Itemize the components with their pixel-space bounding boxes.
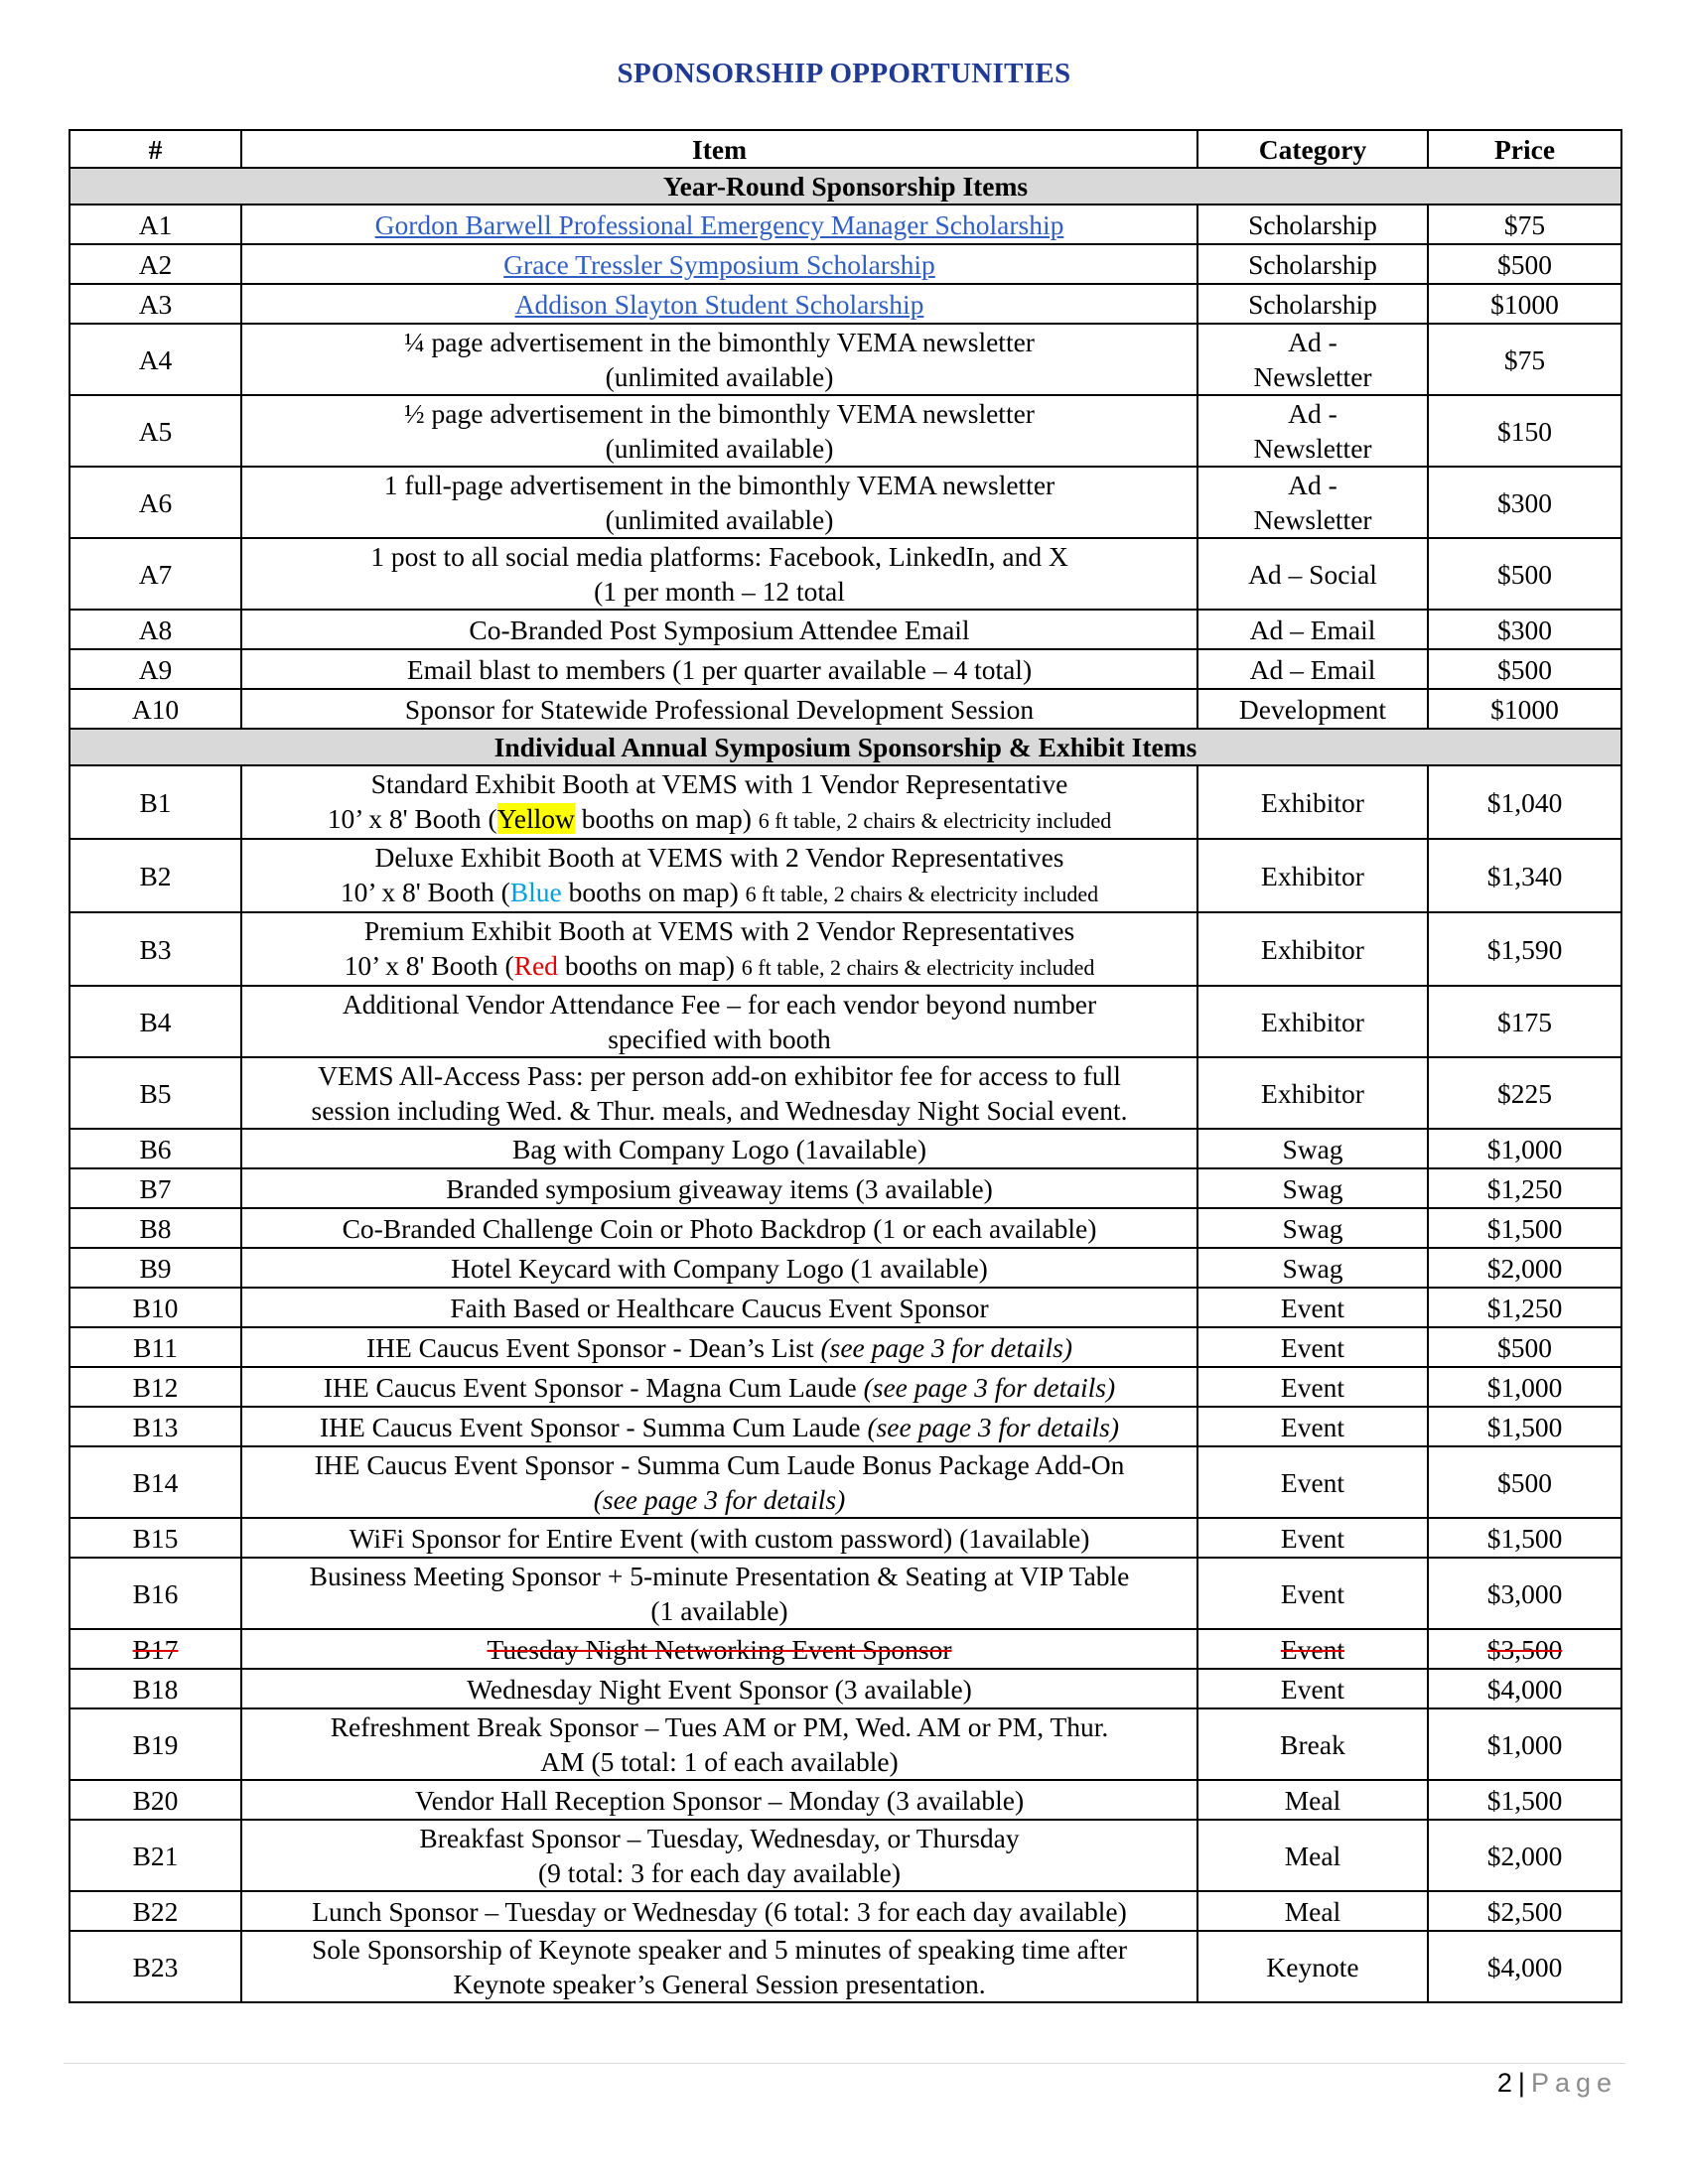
row-category (1197, 467, 1428, 538)
row-category (1197, 1248, 1428, 1288)
row-category (1197, 324, 1428, 395)
table-row (70, 1891, 1621, 1931)
category-text: Exhibitor (1261, 1006, 1364, 1037)
category-text: Exhibitor (1261, 860, 1364, 891)
table-row (70, 610, 1621, 649)
category-text: Newsletter (1253, 361, 1372, 392)
booth-color: Yellow (496, 803, 575, 834)
row-number: A7 (70, 538, 241, 610)
row-item (241, 689, 1197, 729)
row-number: B4 (70, 986, 241, 1057)
row-category (1197, 1057, 1428, 1129)
row-number: B18 (70, 1669, 241, 1708)
item-text: Bag with Company Logo (1available) (512, 1133, 926, 1164)
row-category (1197, 610, 1428, 649)
row-item (241, 1288, 1197, 1327)
row-price: $3,000 (1428, 1558, 1621, 1629)
item-text: Co-Branded Challenge Coin or Photo Backdrop (1 or each available) (342, 1212, 1097, 1244)
category-text: Meal (1284, 1784, 1341, 1816)
row-category (1197, 1669, 1428, 1708)
row-item (241, 1057, 1197, 1129)
table-row (70, 1931, 1621, 2002)
scholarship-link[interactable]: Addison Slayton Student Scholarship (514, 288, 924, 320)
category-text: Newsletter (1253, 504, 1372, 535)
category-text: Event (1280, 1633, 1345, 1665)
row-price: $500 (1428, 1327, 1621, 1367)
item-text: Sole Sponsorship of Keynote speaker and 5 minutes of speaking time after (312, 1934, 1127, 1965)
row-number: B14 (70, 1446, 241, 1518)
row-price: $1,000 (1428, 1708, 1621, 1780)
section-header-row (70, 168, 1621, 205)
row-number: A5 (70, 395, 241, 467)
row-number: B21 (70, 1820, 241, 1891)
row-item (241, 244, 1197, 284)
booth-note: 6 ft table, 2 chairs & electricity included (741, 955, 1095, 980)
category-text: Keynote (1266, 1951, 1359, 1982)
category-text: Swag (1282, 1133, 1343, 1164)
row-number: B10 (70, 1288, 241, 1327)
row-price: $175 (1428, 986, 1621, 1057)
row-category (1197, 912, 1428, 986)
item-note: (see page 3 for details) (820, 1331, 1073, 1363)
footer-divider (64, 2063, 1625, 2064)
row-item (241, 1367, 1197, 1407)
item-note: (see page 3 for details) (863, 1371, 1116, 1403)
item-text: Refreshment Break Sponsor – Tues AM or PM, Wed. AM or PM, Thur. (330, 1711, 1109, 1742)
row-category (1197, 1168, 1428, 1208)
booth-note: 6 ft table, 2 chairs & electricity included (745, 882, 1099, 906)
row-category (1197, 1288, 1428, 1327)
row-number: B13 (70, 1407, 241, 1446)
row-number: B23 (70, 1931, 241, 2002)
row-item (241, 324, 1197, 395)
row-item (241, 1669, 1197, 1708)
row-item (241, 538, 1197, 610)
item-text: Keynote speaker’s General Session presentation. (453, 1969, 986, 1999)
row-category (1197, 1327, 1428, 1367)
item-text: Faith Based or Healthcare Caucus Event Sponsor (450, 1292, 989, 1323)
row-price: $2,000 (1428, 1820, 1621, 1891)
category-text: Ad – Email (1249, 614, 1376, 645)
category-text: Break (1280, 1728, 1345, 1760)
category-text: Event (1280, 1292, 1345, 1323)
item-text: Tuesday Night Networking Event Sponsor (487, 1633, 952, 1665)
row-item (241, 912, 1197, 986)
row-category (1197, 1208, 1428, 1248)
row-item (241, 765, 1197, 839)
row-price: $1,500 (1428, 1208, 1621, 1248)
row-price: $1000 (1428, 284, 1621, 324)
table-row (70, 765, 1621, 839)
row-price: $1,000 (1428, 1367, 1621, 1407)
item-text: Deluxe Exhibit Booth at VEMS with 2 Vendor Representatives (374, 842, 1064, 873)
item-text: Lunch Sponsor – Tuesday or Wednesday (6 total: 3 for each day available) (312, 1895, 1127, 1927)
item-text: 1 post to all social media platforms: Facebook, LinkedIn, and X (370, 541, 1068, 572)
item-text: WiFi Sponsor for Entire Event (with custom password) (1available) (349, 1522, 1090, 1554)
section-title: Individual Annual Symposium Sponsorship & Exhibit Items (70, 729, 1621, 765)
category-text: Meal (1284, 1895, 1341, 1927)
category-text: Ad - (1288, 470, 1337, 500)
row-price: $300 (1428, 467, 1621, 538)
row-price: $4,000 (1428, 1931, 1621, 2002)
row-category (1197, 1518, 1428, 1558)
row-item (241, 1931, 1197, 2002)
category-text: Scholarship (1248, 248, 1377, 280)
page-label: Page (1530, 2068, 1618, 2098)
row-price: $1,000 (1428, 1129, 1621, 1168)
item-text: Wednesday Night Event Sponsor (3 available) (467, 1673, 972, 1705)
row-number: B7 (70, 1168, 241, 1208)
item-text: session including Wed. & Thur. meals, and Wednesday Night Social event. (311, 1095, 1128, 1126)
scholarship-link[interactable]: Gordon Barwell Professional Emergency Manager Scholarship (374, 208, 1064, 240)
item-text: 1 full-page advertisement in the bimonthly VEMA newsletter (383, 470, 1055, 500)
item-text: Premium Exhibit Booth at VEMS with 2 Vendor Representatives (363, 915, 1075, 946)
category-text: Swag (1282, 1172, 1343, 1204)
row-item (241, 1168, 1197, 1208)
item-text: (unlimited available) (605, 504, 834, 535)
item-text: IHE Caucus Event Sponsor - Dean’s List (365, 1331, 821, 1363)
row-number: B16 (70, 1558, 241, 1629)
item-text: Branded symposium giveaway items (3 available) (446, 1172, 993, 1204)
row-item (241, 839, 1197, 912)
row-price: $150 (1428, 395, 1621, 467)
table-row (70, 649, 1621, 689)
category-text: Scholarship (1248, 288, 1377, 320)
row-item (241, 1208, 1197, 1248)
page-title: SPONSORSHIP OPPORTUNITIES (617, 58, 1071, 89)
row-category (1197, 395, 1428, 467)
table-row (70, 1669, 1621, 1708)
row-item (241, 1891, 1197, 1931)
category-text: Event (1280, 1411, 1345, 1442)
row-price: $1,500 (1428, 1518, 1621, 1558)
item-text: (9 total: 3 for each day available) (538, 1857, 901, 1888)
row-number: B2 (70, 839, 241, 912)
table-row (70, 244, 1621, 284)
item-text: Standard Exhibit Booth at VEMS with 1 Vendor Representative (370, 768, 1068, 799)
row-price: $500 (1428, 538, 1621, 610)
table-row (70, 1446, 1621, 1518)
item-text: VEMS All-Access Pass: per person add-on exhibitor fee for access to full (318, 1060, 1121, 1091)
item-text: IHE Caucus Event Sponsor - Summa Cum Laude Bonus Package Add-On (314, 1449, 1125, 1480)
row-item (241, 467, 1197, 538)
row-item (241, 1780, 1197, 1820)
table-row (70, 839, 1621, 912)
row-price: $1,250 (1428, 1168, 1621, 1208)
row-number: B5 (70, 1057, 241, 1129)
item-text: Additional Vendor Attendance Fee – for each vendor beyond number (342, 989, 1097, 1020)
row-number: B15 (70, 1518, 241, 1558)
row-price: $1,590 (1428, 912, 1621, 986)
category-text: Newsletter (1253, 433, 1372, 464)
table-row (70, 1629, 1621, 1669)
row-category (1197, 1931, 1428, 2002)
table-row (70, 1820, 1621, 1891)
row-category (1197, 538, 1428, 610)
row-number: B9 (70, 1248, 241, 1288)
booth-size: 10’ x 8' Booth ( (344, 950, 514, 981)
booth-map: booths on map) (574, 803, 752, 834)
header-item: Item (241, 130, 1197, 168)
row-price: $1,500 (1428, 1780, 1621, 1820)
row-item (241, 1407, 1197, 1446)
row-category (1197, 986, 1428, 1057)
category-text: Exhibitor (1261, 786, 1364, 818)
item-text: Hotel Keycard with Company Logo (1 available) (451, 1252, 988, 1284)
row-category (1197, 244, 1428, 284)
row-item (241, 395, 1197, 467)
item-text: AM (5 total: 1 of each available) (540, 1746, 899, 1777)
table-row (70, 1407, 1621, 1446)
item-text: (1 per month – 12 total (594, 576, 845, 607)
category-text: Swag (1282, 1252, 1343, 1284)
table-row (70, 1558, 1621, 1629)
category-text: Ad – Email (1249, 653, 1376, 685)
category-text: Scholarship (1248, 208, 1377, 240)
row-category (1197, 649, 1428, 689)
table-row (70, 689, 1621, 729)
row-category (1197, 765, 1428, 839)
booth-color: Blue (509, 877, 562, 907)
item-text: IHE Caucus Event Sponsor - Magna Cum Laude (323, 1371, 864, 1403)
row-price: $1000 (1428, 689, 1621, 729)
item-text: Business Meeting Sponsor + 5-minute Presentation & Seating at VIP Table (309, 1561, 1130, 1591)
table-row (70, 1057, 1621, 1129)
row-price: $75 (1428, 205, 1621, 244)
table-row (70, 1518, 1621, 1558)
row-price: $4,000 (1428, 1669, 1621, 1708)
row-category (1197, 1780, 1428, 1820)
row-number: B12 (70, 1367, 241, 1407)
category-text: Event (1280, 1466, 1345, 1498)
category-text: Meal (1284, 1840, 1341, 1871)
item-text: ½ page advertisement in the bimonthly VEMA newsletter (404, 398, 1035, 429)
table-row (70, 538, 1621, 610)
category-text: Event (1280, 1577, 1345, 1609)
row-category (1197, 1891, 1428, 1931)
table-row (70, 1288, 1621, 1327)
row-price: $300 (1428, 610, 1621, 649)
row-item (241, 1629, 1197, 1669)
table-body (70, 168, 1621, 2002)
category-text: Event (1280, 1331, 1345, 1363)
row-item (241, 1518, 1197, 1558)
row-item (241, 1820, 1197, 1891)
table-row (70, 205, 1621, 244)
table-row (70, 1129, 1621, 1168)
row-item (241, 610, 1197, 649)
row-number: B20 (70, 1780, 241, 1820)
row-price: $2,500 (1428, 1891, 1621, 1931)
row-price: $500 (1428, 1446, 1621, 1518)
category-text: Ad - (1288, 398, 1337, 429)
header-number: # (70, 130, 241, 168)
row-item (241, 1129, 1197, 1168)
row-price: $1,500 (1428, 1407, 1621, 1446)
table-row (70, 1327, 1621, 1367)
table-row (70, 1780, 1621, 1820)
table-row (70, 1168, 1621, 1208)
table-row (70, 395, 1621, 467)
row-number: B6 (70, 1129, 241, 1168)
category-text: Ad – Social (1248, 558, 1377, 590)
category-text: Event (1280, 1522, 1345, 1554)
table-header-row (70, 130, 1621, 168)
row-item (241, 284, 1197, 324)
category-text: Ad - (1288, 327, 1337, 357)
category-text: Exhibitor (1261, 933, 1364, 965)
table-row (70, 284, 1621, 324)
booth-map: booths on map) (561, 877, 739, 907)
row-number: A4 (70, 324, 241, 395)
item-text: Breakfast Sponsor – Tuesday, Wednesday, or Thursday (419, 1823, 1020, 1853)
table-row (70, 912, 1621, 986)
category-text: Exhibitor (1261, 1077, 1364, 1109)
row-price: $500 (1428, 649, 1621, 689)
row-price: $75 (1428, 324, 1621, 395)
category-text: Swag (1282, 1212, 1343, 1244)
row-number: A6 (70, 467, 241, 538)
row-category (1197, 284, 1428, 324)
row-category (1197, 1367, 1428, 1407)
booth-color: Red (513, 950, 558, 981)
category-text: Event (1280, 1371, 1345, 1403)
row-number: B19 (70, 1708, 241, 1780)
row-item (241, 1327, 1197, 1367)
booth-note: 6 ft table, 2 chairs & electricity included (758, 808, 1112, 833)
section-header-row (70, 729, 1621, 765)
booth-size: 10’ x 8' Booth ( (340, 877, 510, 907)
row-number: A1 (70, 205, 241, 244)
sponsorship-table (69, 129, 1622, 2003)
row-price: $1,040 (1428, 765, 1621, 839)
row-number: A2 (70, 244, 241, 284)
row-price: $3,500 (1428, 1629, 1621, 1669)
row-category (1197, 205, 1428, 244)
category-text: Event (1280, 1673, 1345, 1705)
item-text: Co-Branded Post Symposium Attendee Email (469, 614, 970, 645)
header-category: Category (1197, 130, 1428, 168)
row-category (1197, 1407, 1428, 1446)
table-row (70, 1208, 1621, 1248)
row-item (241, 649, 1197, 689)
footer-separator: | (1517, 2068, 1525, 2098)
row-category (1197, 1708, 1428, 1780)
table-row (70, 324, 1621, 395)
row-category (1197, 1129, 1428, 1168)
item-text: Vendor Hall Reception Sponsor – Monday (3 available) (414, 1784, 1025, 1816)
item-note: (see page 3 for details) (593, 1484, 846, 1515)
row-category (1197, 689, 1428, 729)
row-number: B17 (70, 1629, 241, 1669)
row-number: A9 (70, 649, 241, 689)
row-item (241, 205, 1197, 244)
row-number: A3 (70, 284, 241, 324)
row-category (1197, 1820, 1428, 1891)
booth-map: booths on map) (557, 950, 735, 981)
row-item (241, 1248, 1197, 1288)
table-row (70, 986, 1621, 1057)
row-price: $2,000 (1428, 1248, 1621, 1288)
item-note: (see page 3 for details) (867, 1411, 1119, 1442)
row-item (241, 1446, 1197, 1518)
item-text: (unlimited available) (605, 361, 834, 392)
table-row (70, 1248, 1621, 1288)
row-number: B3 (70, 912, 241, 986)
row-number: B11 (70, 1327, 241, 1367)
row-category (1197, 1446, 1428, 1518)
row-price: $225 (1428, 1057, 1621, 1129)
row-number: A8 (70, 610, 241, 649)
row-item (241, 1558, 1197, 1629)
row-number: B8 (70, 1208, 241, 1248)
table-row (70, 467, 1621, 538)
row-item (241, 986, 1197, 1057)
row-number: A10 (70, 689, 241, 729)
row-category (1197, 1558, 1428, 1629)
row-price: $1,340 (1428, 839, 1621, 912)
row-number: B22 (70, 1891, 241, 1931)
item-text: (unlimited available) (605, 433, 834, 464)
header-price: Price (1428, 130, 1621, 168)
booth-size: 10’ x 8' Booth ( (327, 803, 497, 834)
table-row (70, 1708, 1621, 1780)
category-text: Development (1238, 693, 1387, 725)
row-category (1197, 839, 1428, 912)
page-number: 2 (1496, 2068, 1512, 2098)
row-number: B1 (70, 765, 241, 839)
item-text: ¼ page advertisement in the bimonthly VEMA newsletter (404, 327, 1035, 357)
row-item (241, 1708, 1197, 1780)
table-row (70, 1367, 1621, 1407)
page-footer (1497, 2068, 1618, 2099)
row-price: $1,250 (1428, 1288, 1621, 1327)
row-price: $500 (1428, 244, 1621, 284)
section-title: Year-Round Sponsorship Items (70, 168, 1621, 205)
item-text: specified with booth (608, 1024, 831, 1054)
item-text: Email blast to members (1 per quarter available – 4 total) (406, 653, 1033, 685)
scholarship-link[interactable]: Grace Tressler Symposium Scholarship (503, 248, 935, 280)
row-category (1197, 1629, 1428, 1669)
item-text: IHE Caucus Event Sponsor - Summa Cum Laude (319, 1411, 868, 1442)
item-text: (1 available) (650, 1595, 788, 1626)
item-text: Sponsor for Statewide Professional Development Session (404, 693, 1035, 725)
